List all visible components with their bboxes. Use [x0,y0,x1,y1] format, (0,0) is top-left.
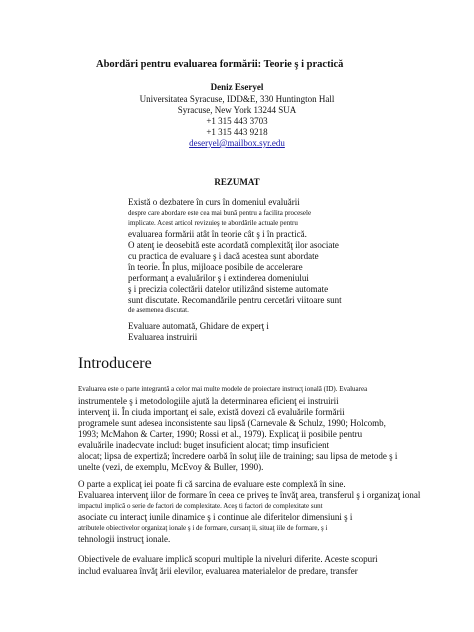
abstract-line: implicate. Acest articol revizuieş te abordările actuale pentru [128,219,298,227]
intro-paragraph-line: alocat; lipsa de expertiză; încredere oarbă în soluţ iile de training; sau lipsa de metode ş i [78,451,398,461]
abstract-line: Există o dezbatere în curs în domeniul evaluării [128,197,300,207]
author-email-link[interactable]: deseryel@mailbox.syr.edu [189,138,285,148]
intro-paragraph-line: Obiectivele de evaluare implică scopuri multiple la niveluri diferite. Aceste scopuri [78,554,378,564]
intro-paragraph-line: 1993; McMahon & Carter, 1990; Rossi et al., 1979). Explicaţ ii posibile pentru [78,429,363,439]
author-name: Deniz Eseryel [210,82,264,92]
abstract-heading: REZUMAT [214,177,260,187]
abstract-line: performanţ a evaluărilor ş i extinderea domeniului [128,273,309,283]
abstract-line: de asemenea discutat. [128,306,189,314]
author-phone: +1 315 443 3703 [206,116,268,126]
abstract-line: despre care abordare este cea mai bună pentru a facilita procesele [128,209,312,217]
intro-paragraph-line: includ evaluarea învăţ ării elevilor, evaluarea materialelor de predare, transfer [78,566,358,576]
intro-paragraph-line: intervenţ ii. În ciuda importanţ ei sale, există dovezi că evaluările formării [78,407,345,417]
intro-paragraph-line: unelte (vezi, de exemplu, McEvoy & Buller, 1990). [78,462,264,472]
keywords-line: Evaluarea instruirii [128,332,198,342]
intro-paragraph-line: O parte a explicaţ iei poate fi că sarcina de evaluare este complexă în sine. [78,479,346,489]
intro-paragraph-line: impactul implică o serie de factori de complexitate. Aceş ti factori de complexitate sunt [78,502,323,510]
intro-paragraph-line: asociate cu interacţ iunile dinamice ş i continue ale diferitelor dimensiuni ş i [78,512,353,522]
author-affiliation: Universitatea Syracuse, IDD&E, 330 Huntington Hall [139,94,335,104]
intro-paragraph-line: evaluările inadecvate includ: buget insuficient alocat; timp insuficient [78,440,330,450]
intro-paragraph-line: Evaluarea intervenţ iilor de formare în ceea ce priveş te învăţ area, transferul ş i organizaţ ional [78,490,421,500]
abstract-line: O atenţ ie deosebită este acordată complexităţ ilor asociate [128,240,339,250]
intro-paragraph-line: atributele obiectivelor organizaţ ionale ş i de formare, cursanţ ii, situaţ iile de formare, ş i [78,524,328,532]
section-heading-introducere: Introducere [78,355,152,372]
intro-paragraph-line: instrumentele ş i metodologiile ajută la determinarea eficienţ ei instruirii [78,396,339,406]
keywords-line: Evaluare automată, Ghidare de experţ i [128,321,269,331]
abstract-line: evaluarea formării atât în teorie cât ş i în practică. [128,229,307,239]
abstract-line: ş i precizia colectării datelor utilizând sisteme automate [128,284,329,294]
abstract-line: sunt discutate. Recomandările pentru cercetări viitoare sunt [128,295,342,305]
author-address: Syracuse, New York 13244 SUA [177,105,297,115]
intro-paragraph-line: programele sunt adesea inconsistente sau lipsă (Carnevale & Schulz, 1990; Holcomb, [78,418,386,428]
author-fax: +1 315 443 9218 [206,127,268,137]
intro-paragraph-line: Evaluarea este o parte integrantă a celor mai multe modele de proiectare instrucţ ională (ID). Evaluarea [78,385,368,393]
abstract-line: cu practica de evaluare ş i dacă acestea sunt abordate [128,251,319,261]
abstract-line: în teorie. În plus, mijloace posibile de accelerare [128,262,303,272]
intro-paragraph-line: tehnologii instrucţ ionale. [78,534,171,544]
paper-title: Abordări pentru evaluarea formării: Teorie ş i practică [96,59,344,70]
